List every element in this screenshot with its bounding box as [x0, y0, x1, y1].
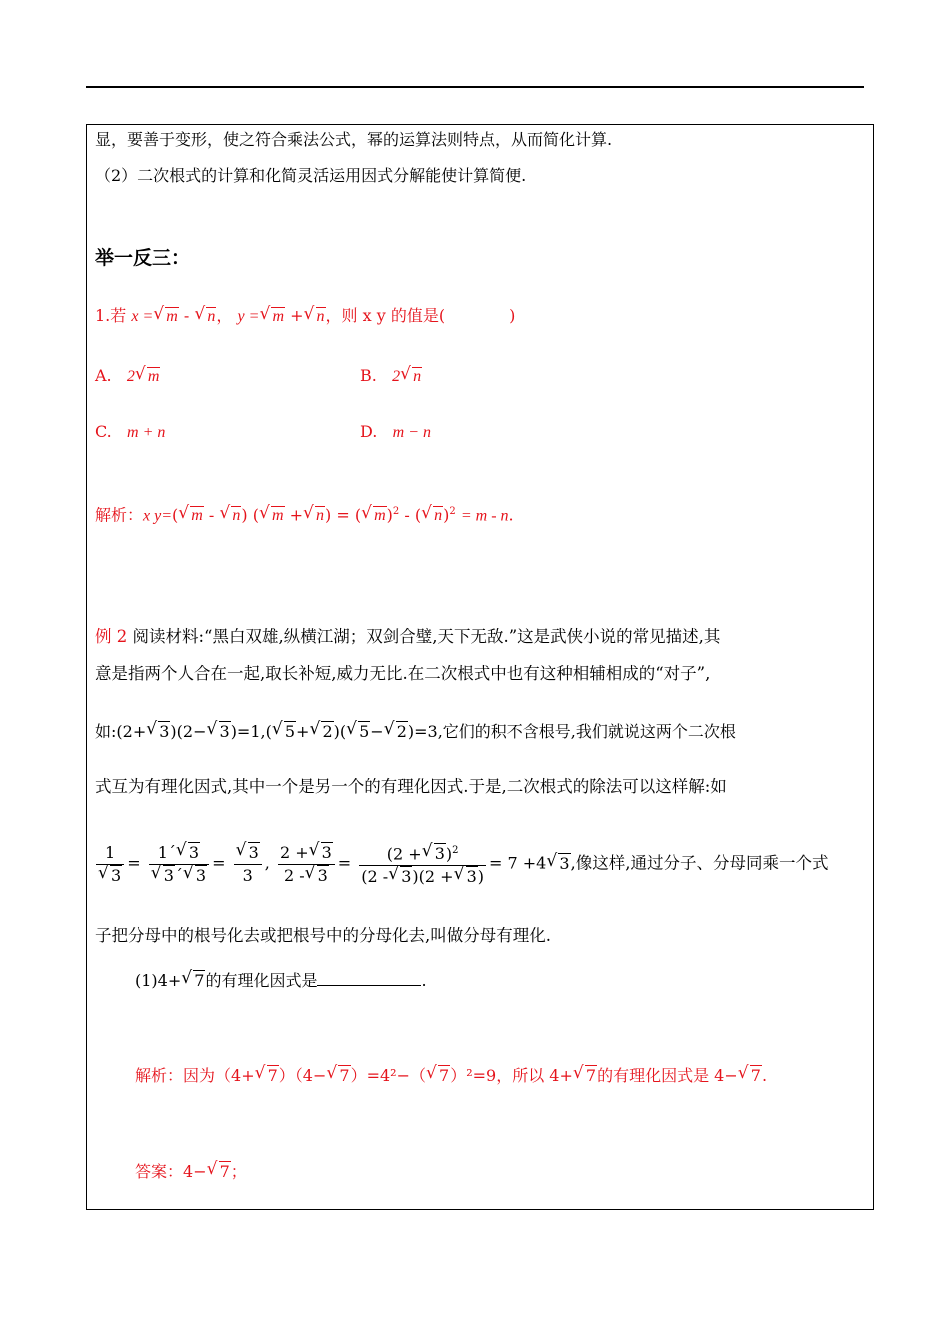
fraction-1: 1 √ 3 — [96, 842, 124, 887]
ex2-line-1: 例 2 阅读材料:“黑白双雄,纵横江湖；双剑合璧,天下无敌.”这是武侠小说的常见描述,其 — [95, 627, 721, 646]
sqrt-icon: √ 7 — [256, 1067, 279, 1085]
sqrt-icon: √ m — [362, 507, 387, 525]
sqrt-icon: √ 2 — [385, 723, 408, 741]
sqrt-icon: √ n — [195, 308, 216, 326]
option-d: D. m − n — [360, 422, 431, 441]
option-a: A. 2√ m — [95, 366, 160, 387]
option-b: B. 2√ n — [360, 366, 422, 387]
ex2-question: (1)4+√ 7的有理化因式是 . — [135, 970, 427, 991]
fraction-row: 1 √ 3 = 1´√ 3 √ 3´√ 3 = √ $\frac{3}{3}$ , $\frac{2 +√ 3}{2 -√ 3}$ = $\frac{(2 +√ 3)^2}{(2 -√ 3)(2 +√ 3)}$ = 7 +4√ 3,像这样,通过分子、分母同乘一个式 — [93, 840, 829, 888]
q1-analysis: 解析：x y=(√ m - √ n) (√ m +√ n) = (√ m)$^2$ - (√ n)$^2$ = m - n. — [95, 502, 514, 526]
sqrt-icon: √ 7 — [574, 1067, 597, 1085]
sqrt-icon: √ 2 — [310, 723, 333, 741]
q1-x-eq: x = — [131, 308, 154, 325]
fraction-5: $\frac{(2 +√ 3)^2}{(2 -√ 3)(2 +√ 3)}$ — [359, 840, 486, 888]
section-title: 举一反三： — [95, 247, 191, 269]
ex2-line-3: 如:(2+√ 3)(2−√ 3)=1,(√ 5+√ 2)(√ 5−√ 2)=3,它们的积不含根号,我们就说这两个二次根 — [95, 722, 736, 742]
q1-y-eq: y = — [237, 308, 260, 325]
sqrt-icon: √ n — [305, 308, 326, 326]
ex2-analysis: 解析：因为（4+√ 7）（4−√ 7）=4²−（√ 7）²=9，所以 4+√ 7的有理化因式是 4−√ 7. — [135, 1066, 767, 1086]
sqrt-icon: √ 7 — [739, 1067, 762, 1085]
fraction-3: √ $\frac{3}{3}$ — [234, 842, 262, 887]
top-rule — [86, 86, 864, 88]
sqrt-icon: √ m — [179, 507, 204, 525]
sqrt-icon: √ 7 — [327, 1067, 350, 1085]
sqrt-icon: √ n — [401, 368, 422, 386]
ex2-line-4: 式互为有理化因式,其中一个是另一个的有理化因式.于是,二次根式的除法可以这样解:如 — [95, 777, 727, 796]
q1-prefix: 1.若 — [95, 306, 127, 325]
example-label: 例 2 — [95, 627, 128, 646]
sqrt-icon: √ 3 — [208, 723, 231, 741]
intro-line-1: 显，要善于变形，使之符合乘法公式，幂的运算法则特点，从而简化计算. — [95, 130, 613, 149]
fraction-2: 1´√ 3 √ 3´√ 3 — [149, 842, 209, 887]
sqrt-icon: √ 7 — [208, 1163, 231, 1181]
sqrt-icon: √ m — [154, 308, 179, 326]
sqrt-icon: √ n — [304, 507, 325, 525]
ex2-line-6: 子把分母中的根号化去或把根号中的分母化去,叫做分母有理化. — [95, 926, 551, 945]
answer-blank[interactable] — [317, 970, 421, 986]
sqrt-icon: √ 7 — [427, 1067, 450, 1085]
option-c: C. m + n — [95, 422, 166, 441]
sqrt-icon: √ m — [136, 368, 161, 386]
q1-suffix: ，则 x y 的值是( ) — [325, 306, 516, 325]
sqrt-icon: √ m — [260, 507, 285, 525]
sqrt-icon: √ 3 — [147, 723, 170, 741]
ex2-answer: 答案：4−√ 7； — [135, 1162, 247, 1182]
ex2-line-2: 意是指两个人合在一起,取长补短,威力无比.在二次根式中也有这种相辅相成的“对子”, — [95, 664, 711, 683]
sqrt-icon: √ 5 — [273, 723, 296, 741]
analysis-label: 解析： — [95, 505, 144, 525]
sqrt-icon: √ 7 — [182, 972, 205, 990]
sqrt-icon: √ n — [220, 507, 241, 525]
question-1: 1.若 x =√ m - √ n， y =√ m +√ n，则 x y 的值是( ) — [95, 306, 515, 327]
intro-line-2: （2）二次根式的计算和化简灵活运用因式分解能使计算简便. — [95, 166, 527, 185]
sqrt-icon: √ 5 — [347, 723, 370, 741]
sqrt-icon: √ n — [422, 507, 443, 525]
fraction-4: $\frac{2 +√ 3}{2 -√ 3}$ — [278, 842, 335, 887]
sqrt-icon: √ m — [260, 308, 285, 326]
